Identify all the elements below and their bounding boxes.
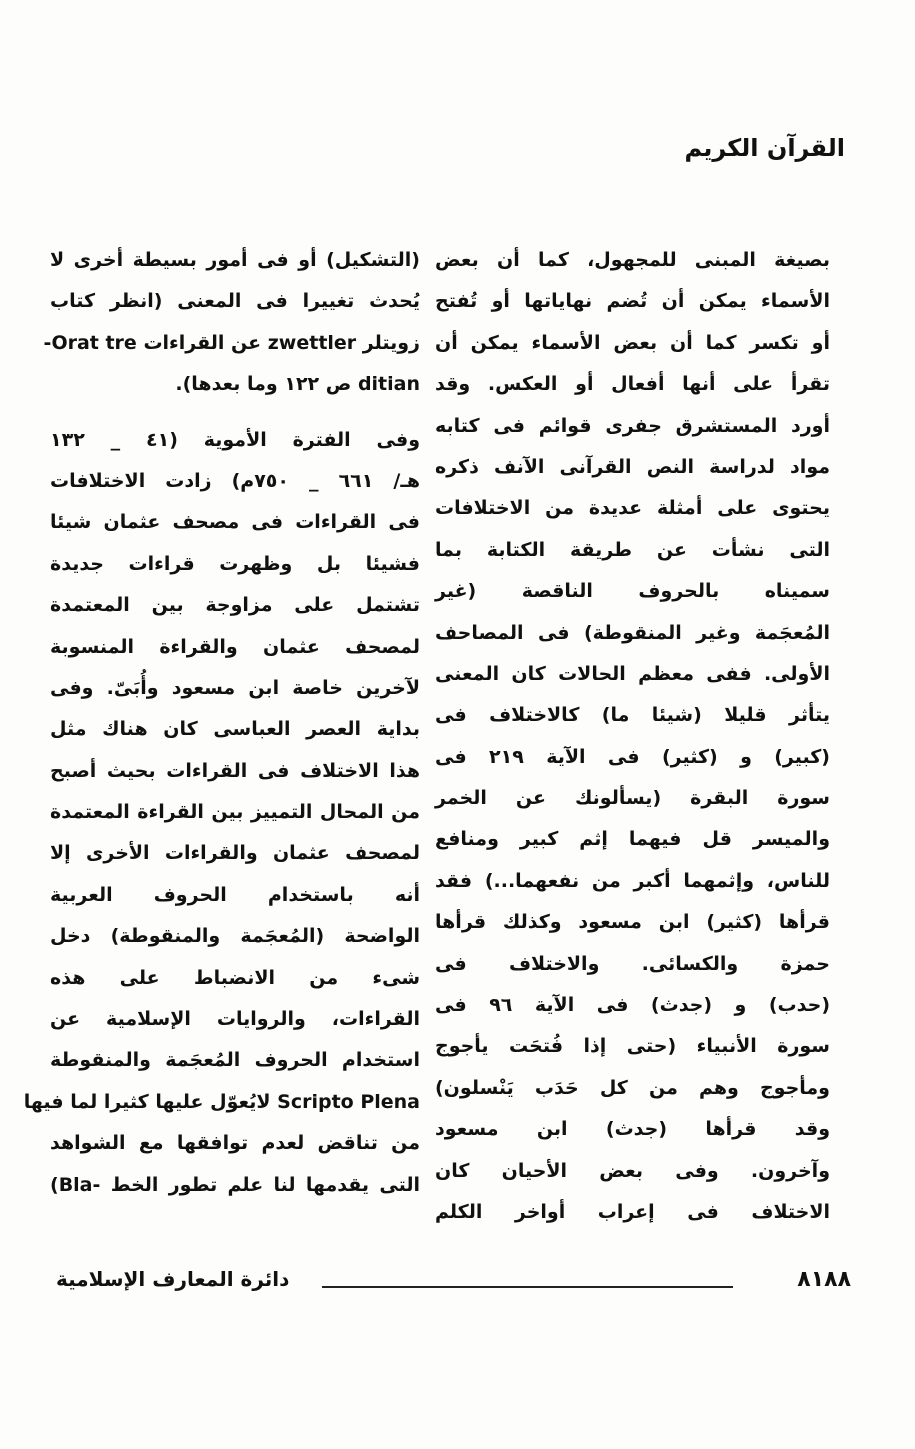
text-line: أورد المستشرق جفرى قوائم فى كتابه: [435, 414, 830, 437]
text-line: ومأجوج وهم من كل حَدَب يَنْسلون): [435, 1076, 830, 1099]
text-line: Scripto Plena لايُعوّل عليها كثيرا لما فيها: [23, 1090, 420, 1113]
text-line: أو تكسر كما أن بعض الأسماء يمكن أن: [435, 331, 830, 354]
text-line: شىء من الانضباط على هذه: [50, 966, 420, 989]
text-line: فى القراءات فى مصحف عثمان شيئا: [50, 511, 420, 534]
text-line: للناس، وإثمهما أكبر من نفعهما...) فقد: [435, 869, 830, 892]
footer: [52, 1267, 863, 1307]
text-line: من تناقض لعدم توافقها مع الشواهد: [50, 1132, 420, 1155]
text-line: القراءات، والروايات الإسلامية عن: [50, 1008, 420, 1031]
text-line: تشتمل على مزاوجة بين المعتمدة: [50, 594, 420, 617]
text-line: قرأها (كثير) ابن مسعود وكذلك قرأها: [435, 911, 830, 934]
text-line: سورة الأنبياء (حتى إذا فُتحَت يأجوج: [435, 1035, 830, 1058]
text-line: والميسر قل فيهما إثم كبير ومنافع: [435, 828, 830, 851]
paragraph-gap: [50, 406, 420, 420]
text-line: تقرأ على أنها أفعال أو العكس. وقد: [435, 373, 830, 396]
right-column: [435, 240, 830, 1250]
page-number: ٨١٨٨: [797, 1267, 851, 1292]
text-line: الأولى. ففى معظم الحالات كان المعنى: [435, 662, 830, 685]
text-line: يحتوى على أمثلة عديدة من الاختلافات: [435, 497, 830, 520]
left-column: [23, 240, 421, 1250]
text-line: يُحدث تغييرا فى المعنى (انظر كتاب: [50, 290, 420, 313]
text-line: الأسماء يمكن أن تُضم نهاياتها أو تُفتح: [435, 290, 830, 313]
text-line: الاختلاف فى إعراب أواخر الكلم: [435, 1200, 830, 1223]
text-line: بداية العصر العباسى كان هناك مثل: [50, 718, 420, 741]
text-line: لمصحف عثمان والقراءة المنسوبة: [50, 635, 420, 658]
text-line: (كبير) و (كثير) فى الآية ٢١٩ فى: [435, 745, 830, 768]
running-header: القرآن الكريم: [684, 134, 845, 162]
text-line: هذا الاختلاف فى القراءات بحيث أصبح: [50, 759, 420, 782]
text-line: أنه باستخدام الحروف العربية: [50, 883, 420, 906]
text-line: بصيغة المبنى للمجهول، كما أن بعض: [435, 249, 830, 271]
footer-title: دائرة المعارف الإسلامية: [56, 1267, 290, 1291]
text-line: لمصحف عثمان والقراءات الأخرى إلا: [50, 842, 420, 865]
text-line: (التشكيل) أو فى أمور بسيطة أخرى لا: [50, 249, 420, 271]
text-line: استخدام الحروف المُعجَمة والمنقوطة: [50, 1049, 420, 1072]
text-line: سورة البقرة (يسألونك عن الخمر: [435, 787, 830, 810]
footer-rule: [322, 1286, 733, 1288]
text-line: هـ/ ٦٦١ _ ٧٥٠م) زادت الاختلافات: [50, 469, 421, 492]
text-line: يتأثر قليلا (شيئا ما) كالاختلاف فى: [435, 704, 830, 727]
text-line: التى نشأت عن طريقة الكتابة بما: [435, 538, 830, 561]
text-line: حمزة والكسائى. والاختلاف فى: [435, 952, 830, 975]
text-line: ditian ص ١٢٢ وما بعدها).: [175, 373, 420, 396]
text-line: زويتلر zwettler عن القراءات Orat tre-: [43, 331, 420, 354]
text-line: لآخرين خاصة ابن مسعود وأُبَىّ. وفى: [50, 676, 420, 699]
text-line: فشيئا بل وظهرت قراءات جديدة: [50, 552, 420, 575]
text-line: (حدب) و (جدث) فى الآية ٩٦ فى: [435, 994, 831, 1017]
text-line: الواضحة (المُعجَمة والمنقوطة) دخل: [50, 925, 420, 948]
text-line: وفى الفترة الأموية (٤١ _ ١٣٢: [50, 428, 421, 451]
text-line: مواد لدراسة النص القرآنى الآنف ذكره: [435, 455, 830, 478]
text-line: وآخرون. وفى بعض الأحيان كان: [435, 1159, 830, 1182]
text-line: سميناه بالحروف الناقصة (غير: [435, 580, 830, 603]
text-line: من المحال التمييز بين القراءة المعتمدة: [50, 801, 420, 824]
text-line: وقد قرأها (جدث) ابن مسعود: [435, 1118, 830, 1141]
text-line: التى يقدمها لنا علم تطور الخط -Bla): [50, 1173, 420, 1196]
text-line: المُعجَمة وغير المنقوطة) فى المصاحف: [435, 621, 830, 644]
